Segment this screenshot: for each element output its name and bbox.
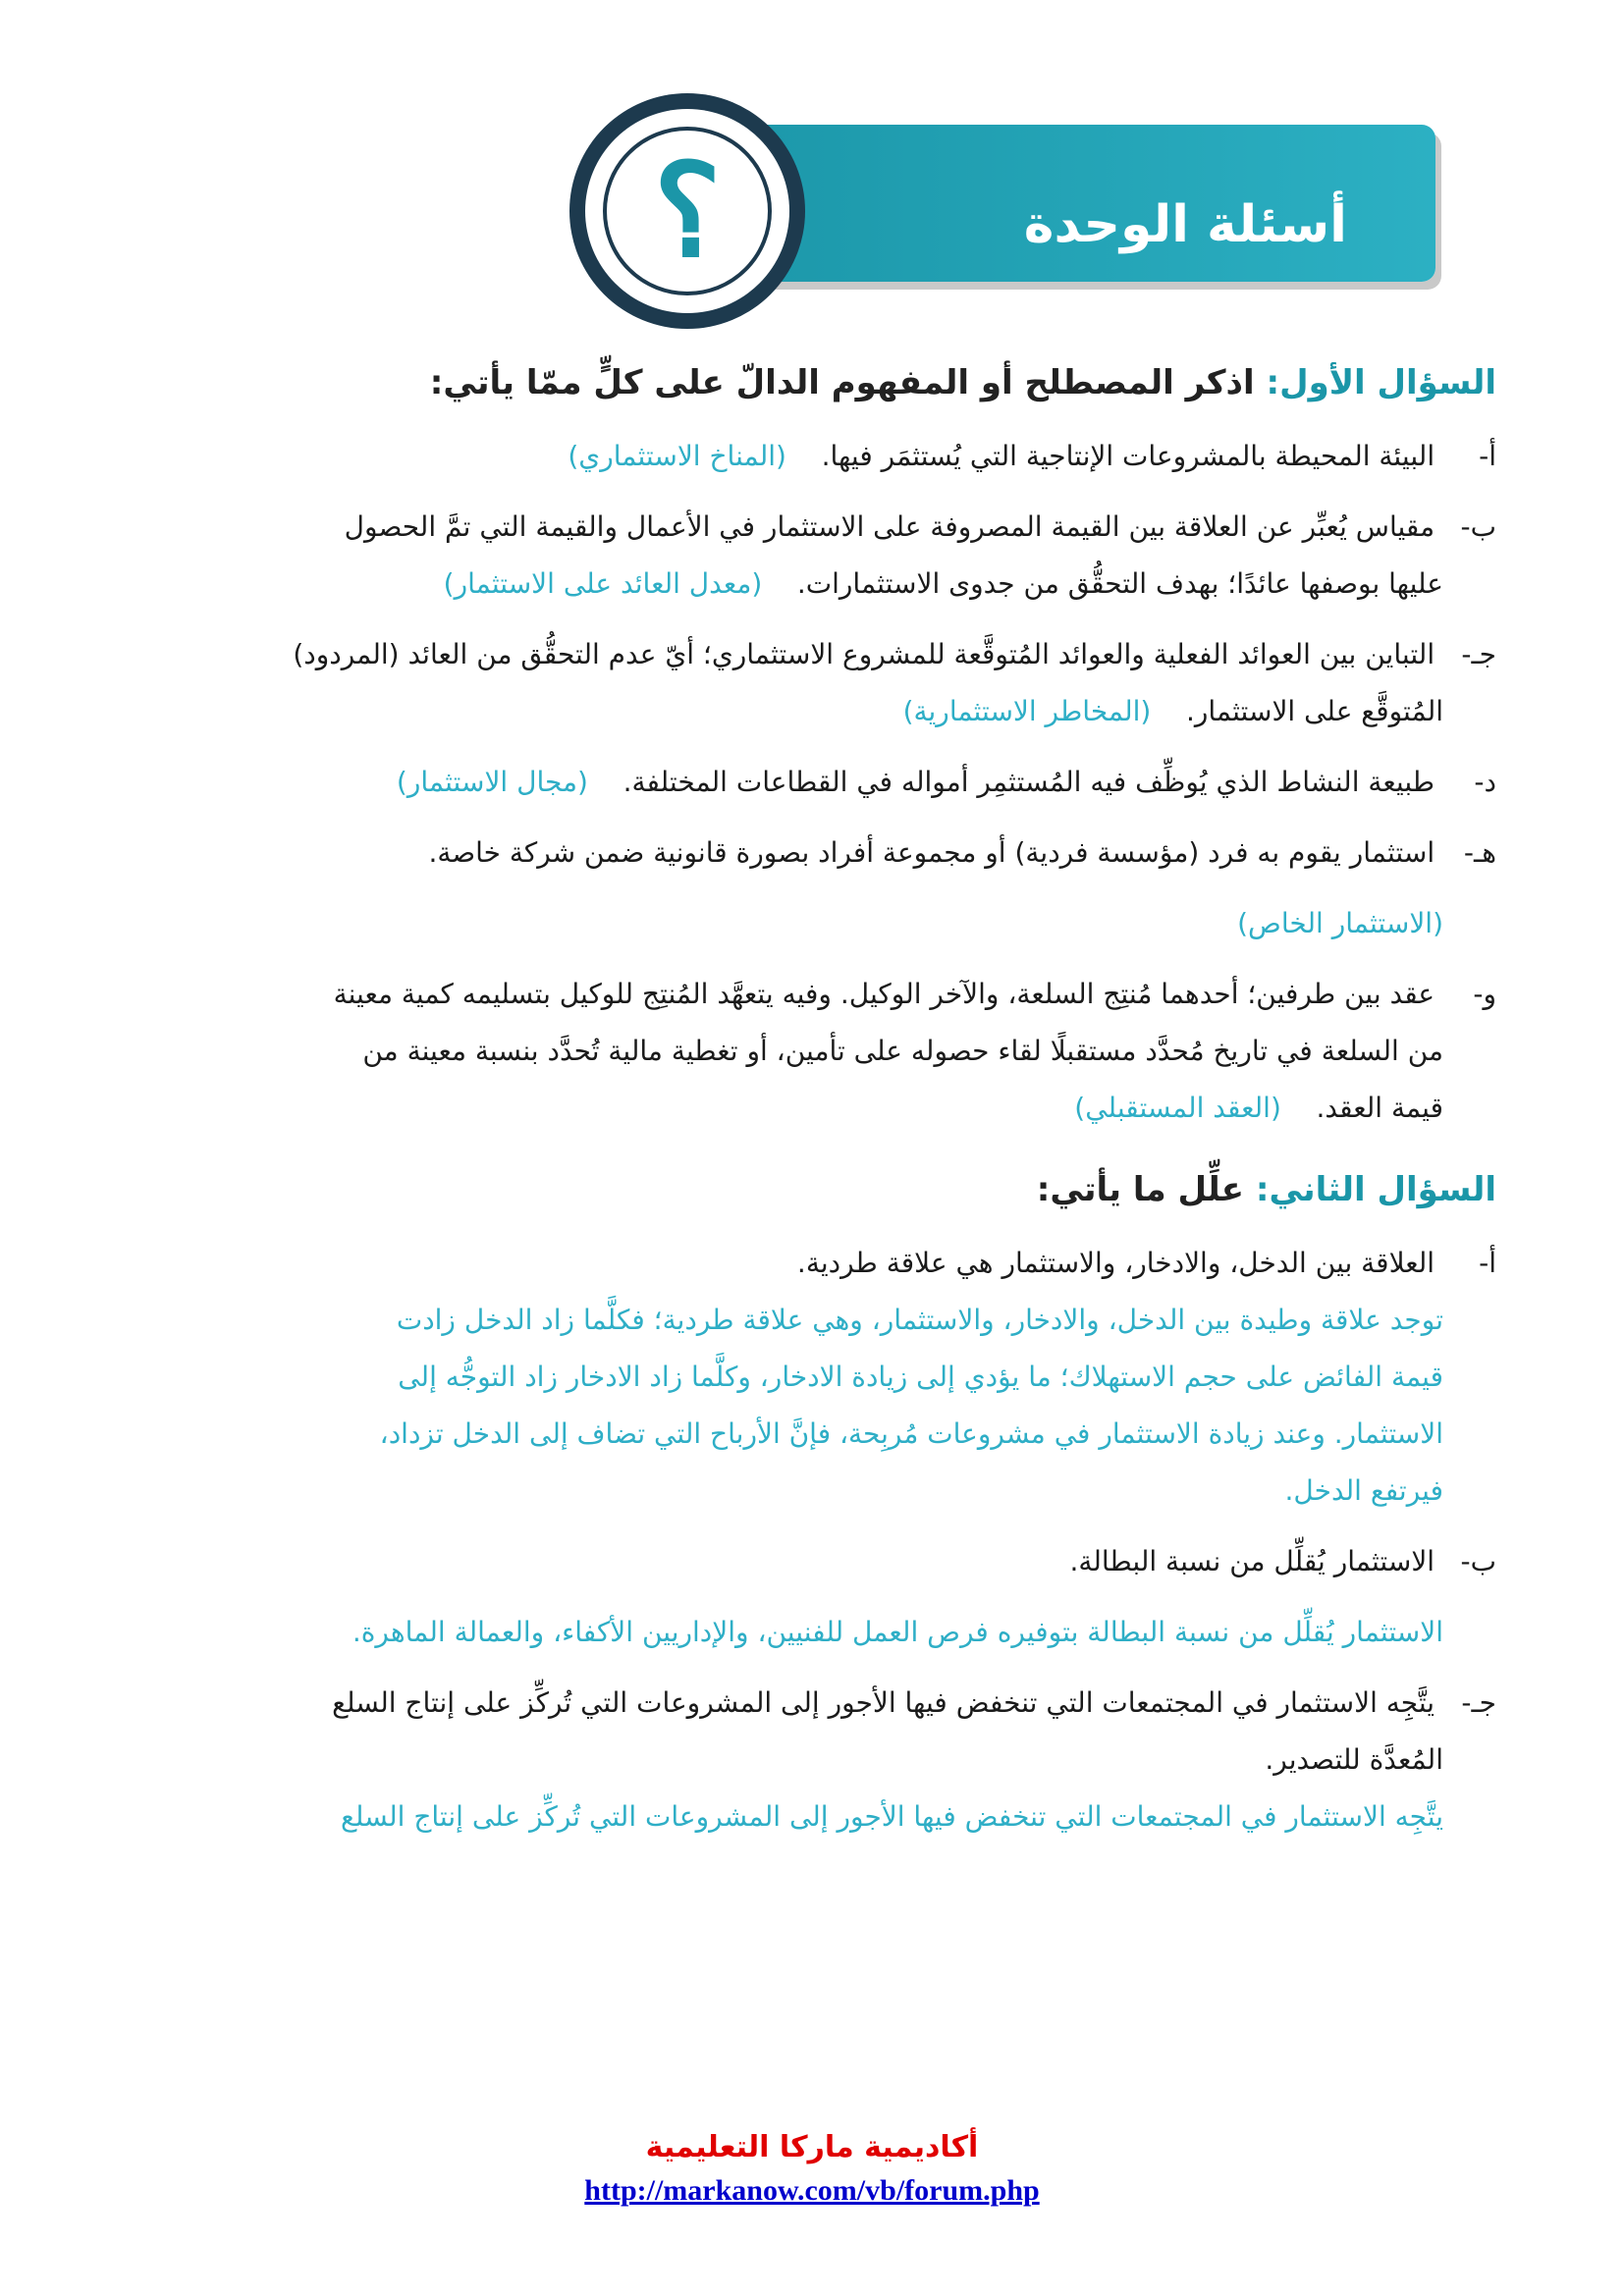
page-title: أسئلة الوحدة xyxy=(1023,195,1347,254)
item-text: يتَّجِه الاستثمار في المجتمعات التي تنخفض فيها الأجور إلى المشروعات التي تُركِّز على إنتاج السلع xyxy=(332,1686,1435,1719)
item-answer: (المخاطر الاستثمارية) xyxy=(902,695,1152,727)
q2-item-b xyxy=(122,1533,1496,1590)
item-marker: أ- xyxy=(1479,440,1496,472)
item-text: مقياس يُعبِّر عن العلاقة بين القيمة المصروفة على الاستثمار في الأعمال والقيمة التي تمَّ الحصول xyxy=(344,510,1435,543)
q1-item-d xyxy=(122,754,1496,811)
item-marker: ب- xyxy=(1460,510,1496,543)
q2-item-a xyxy=(122,1235,1496,1292)
q1-item-c xyxy=(122,626,1496,683)
question-2-label: السؤال الثاني: xyxy=(1255,1170,1496,1209)
item-answer: توجد علاقة وطيدة بين الدخل، والادخار، والاستثمار، وهي علاقة طردية؛ فكلَّما زاد الدخل زادت xyxy=(396,1304,1443,1336)
item-marker: جـ- xyxy=(1461,1686,1496,1719)
item-text: قيمة العقد. xyxy=(1316,1092,1443,1124)
question-mark-icon: ؟ xyxy=(653,135,722,286)
item-text: المُتوقَّع على الاستثمار. xyxy=(1185,695,1443,727)
item-marker: هـ- xyxy=(1463,836,1496,869)
item-text: عليها بوصفها عائدًا؛ بهدف التحقُّق من جدوى الاستثمارات. xyxy=(796,567,1443,600)
item-text: التباين بين العوائد الفعلية والعوائد المُتوقَّعة للمشروع الاستثماري؛ أيّ عدم التحقُّق من العائد (المردود) xyxy=(293,638,1435,670)
unit-questions-banner xyxy=(550,93,1453,329)
questions-content xyxy=(122,363,1496,1845)
question-1-prompt: اذكر المصطلح أو المفهوم الدالّ على كلٍّ ممّا يأتي: xyxy=(429,363,1255,402)
item-answer: الاستثمار يُقلِّل من نسبة البطالة بتوفيره فرص العمل للفنيين، والإداريين الأكفاء، والعمالة الماهرة. xyxy=(352,1616,1443,1648)
item-marker: د- xyxy=(1474,766,1496,798)
q1-item-a xyxy=(122,428,1496,485)
question-1-label: السؤال الأول: xyxy=(1266,363,1496,402)
item-answer: قيمة الفائض على حجم الاستهلاك؛ ما يؤدي إلى زيادة الادخار، وكلَّما زاد الادخار زاد التوجُّه إلى xyxy=(398,1361,1443,1393)
item-marker: جـ- xyxy=(1461,638,1496,670)
item-text: الاستثمار يُقلِّل من نسبة البطالة. xyxy=(1069,1545,1435,1577)
item-answer: (الاستثمار الخاص) xyxy=(1237,907,1443,939)
item-answer: (المناخ الاستثماري) xyxy=(568,440,786,472)
item-answer: (العقد المستقبلي) xyxy=(1074,1092,1281,1124)
question-2-heading xyxy=(122,1170,1496,1209)
item-text: البيئة المحيطة بالمشروعات الإنتاجية التي يُستثمَر فيها. xyxy=(821,440,1435,472)
item-marker: و- xyxy=(1473,978,1496,1010)
item-text: من السلعة في تاريخ مُحدَّد مستقبلًا لقاء حصوله على تأمين، أو تغطية مالية تُحدَّد بنسبة معينة من xyxy=(362,1035,1443,1067)
question-2-prompt: علِّل ما يأتي: xyxy=(1036,1170,1244,1209)
forum-link[interactable]: http://markanow.com/vb/forum.php xyxy=(584,2174,1040,2207)
q1-item-f xyxy=(122,966,1496,1023)
item-answer: الاستثمار. وعند زيادة الاستثمار في مشروعات مُربِحة، فإنَّ الأرباح التي تضاف إلى الدخل تزداد، xyxy=(379,1417,1443,1450)
item-marker: ب- xyxy=(1460,1545,1496,1577)
q1-item-e xyxy=(122,825,1496,881)
footer xyxy=(0,2130,1624,2208)
item-answer: يتَّجِه الاستثمار في المجتمعات التي تنخفض فيها الأجور إلى المشروعات التي تُركِّز على إنتاج السلع xyxy=(340,1800,1443,1833)
item-answer: (مجال الاستثمار) xyxy=(396,766,588,798)
item-answer: فيرتفع الدخل. xyxy=(1284,1474,1443,1507)
item-answer: (معدل العائد على الاستثمار) xyxy=(443,567,763,600)
academy-name: أكاديمية ماركا التعليمية xyxy=(645,2130,979,2164)
item-marker: أ- xyxy=(1479,1247,1496,1279)
item-text: استثمار يقوم به فرد (مؤسسة فردية) أو مجموعة أفراد بصورة قانونية ضمن شركة خاصة. xyxy=(428,836,1435,869)
item-text: طبيعة النشاط الذي يُوظِّف فيه المُستثمِر أمواله في القطاعات المختلفة. xyxy=(623,766,1435,798)
q2-item-c xyxy=(122,1675,1496,1732)
question-1-heading xyxy=(122,363,1496,402)
item-text: العلاقة بين الدخل، والادخار، والاستثمار هي علاقة طردية. xyxy=(796,1247,1435,1279)
item-text: عقد بين طرفين؛ أحدهما مُنتِج السلعة، والآخر الوكيل. وفيه يتعهَّد المُنتِج للوكيل بتسليمه كمية معينة xyxy=(333,978,1435,1010)
q1-item-b xyxy=(122,499,1496,556)
item-text: المُعدَّة للتصدير. xyxy=(1265,1743,1443,1776)
